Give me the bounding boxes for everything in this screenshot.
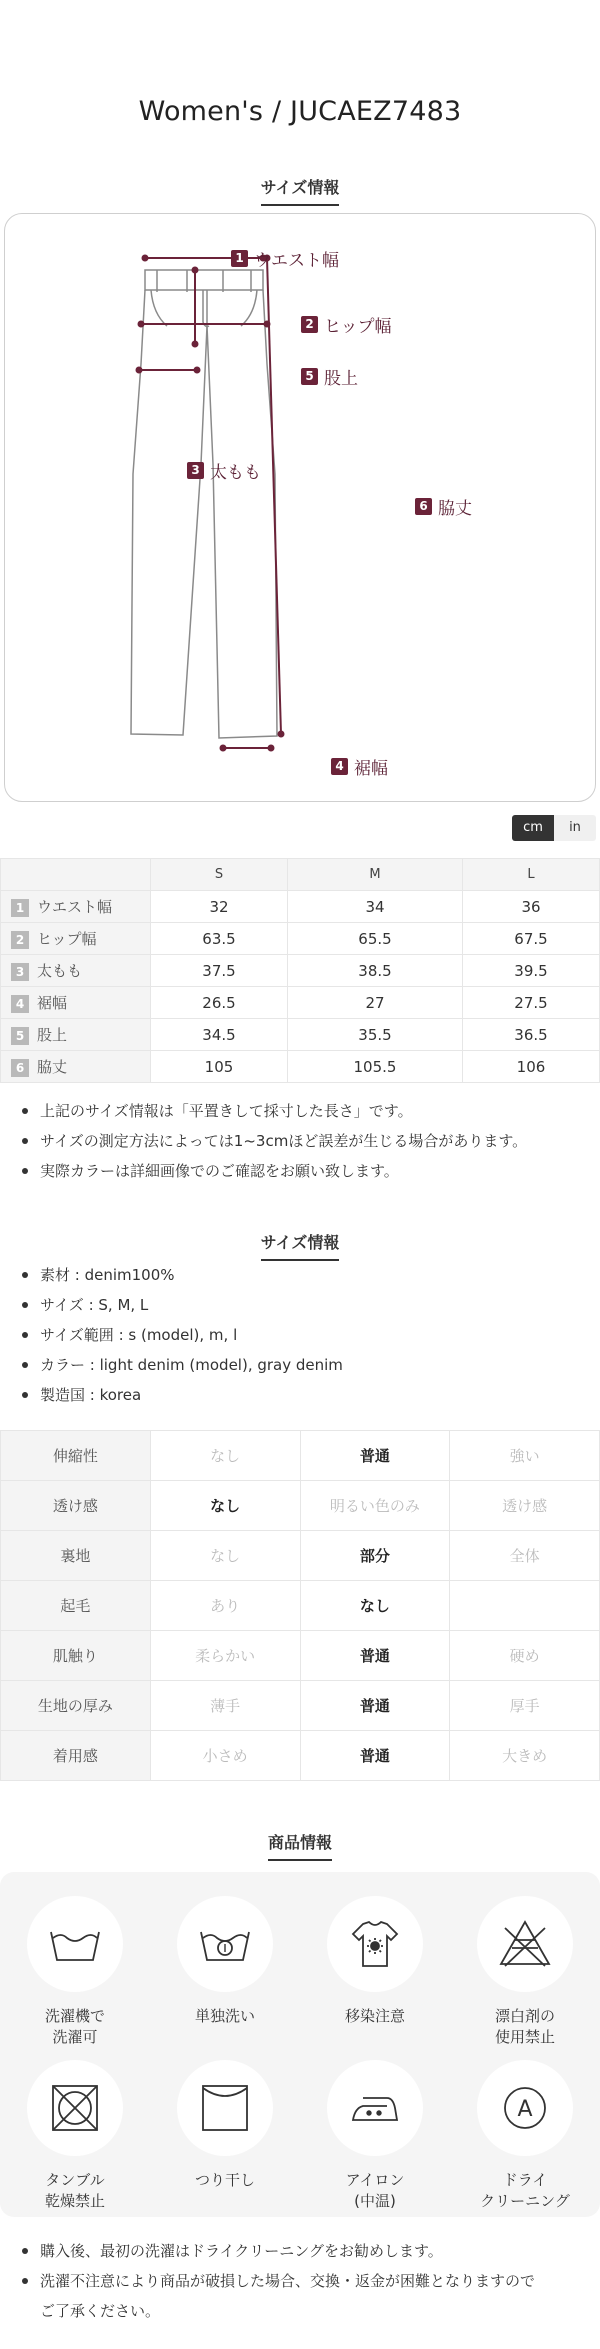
- fabric-option: なし: [150, 1531, 300, 1581]
- care-item-machine-wash: 洗濯機で 洗濯可: [0, 1896, 150, 2048]
- size-cell: 105.5: [287, 1051, 462, 1083]
- no-bleach-icon: [495, 1914, 555, 1974]
- size-cell: 27: [287, 987, 462, 1019]
- pants-outline-illustration: [5, 214, 597, 803]
- size-cell: 106: [462, 1051, 599, 1083]
- size-cell: 63.5: [151, 923, 288, 955]
- list-item: 製造国 : korea: [22, 1380, 343, 1410]
- size-col-header: S: [151, 859, 288, 891]
- list-item: 素材 : denim100%: [22, 1260, 343, 1290]
- care-item-iron-medium: アイロン (中温): [300, 2060, 450, 2212]
- size-table: [0, 858, 600, 1083]
- no-tumble-dry-icon: [45, 2078, 105, 2138]
- size-cell: 65.5: [287, 923, 462, 955]
- measure-label-rise: 5 股上: [301, 364, 358, 389]
- dry-clean-letter: A: [517, 2097, 533, 2122]
- fabric-option: 硬め: [450, 1631, 600, 1681]
- fabric-property-label: 透け感: [1, 1481, 151, 1531]
- fabric-property-label: 着用感: [1, 1731, 151, 1781]
- fabric-property-label: 起毛: [1, 1581, 151, 1631]
- table-row: [1, 1531, 600, 1581]
- care-item-line-dry: つり干し: [150, 2060, 300, 2191]
- color-transfer-icon: [345, 1914, 405, 1974]
- fabric-option: 普通: [300, 1681, 450, 1731]
- size-cell: 105: [151, 1051, 288, 1083]
- fabric-option: 透け感: [450, 1481, 600, 1531]
- measure-label-hip: 2 ヒップ幅: [301, 312, 392, 337]
- size-cell: 34: [287, 891, 462, 923]
- size-cell: 39.5: [462, 955, 599, 987]
- fabric-option: [450, 1581, 600, 1631]
- fabric-option: 明るい色のみ: [300, 1481, 450, 1531]
- table-row: [1, 1481, 600, 1531]
- table-row: [1, 1681, 600, 1731]
- table-row: [1, 891, 600, 923]
- size-info-heading: サイズ情報: [0, 175, 600, 206]
- measure-label-thigh: 3 太もも: [187, 458, 261, 483]
- measure-label-hem: 4 裾幅: [331, 754, 388, 779]
- row-label: 1 ウエスト幅: [1, 891, 151, 923]
- care-item-no-tumble-dry: タンブル 乾燥禁止: [0, 2060, 150, 2212]
- list-item: 購入後、最初の洗濯はドライクリーニングをお勧めします。: [22, 2236, 535, 2266]
- list-item: サイズ範囲 : s (model), m, l: [22, 1320, 343, 1350]
- size-cell: 67.5: [462, 923, 599, 955]
- size-cell: 34.5: [151, 1019, 288, 1051]
- fabric-option: 薄手: [150, 1681, 300, 1731]
- size-table-header: [1, 859, 600, 891]
- fabric-option: あり: [150, 1581, 300, 1631]
- row-label: 4 裾幅: [1, 987, 151, 1019]
- fabric-option: 部分: [300, 1531, 450, 1581]
- fabric-option: 普通: [300, 1431, 450, 1481]
- table-row: [1, 1431, 600, 1481]
- product-title: Women's / JUCAEZ7483: [138, 96, 462, 127]
- table-row: [1, 923, 600, 955]
- fabric-property-label: 生地の厚み: [1, 1681, 151, 1731]
- iron-medium-icon: [345, 2078, 405, 2138]
- table-row: [1, 1019, 600, 1051]
- size-cell: 27.5: [462, 987, 599, 1019]
- fabric-option: なし: [150, 1431, 300, 1481]
- care-item-wash-separately: 単独洗い: [150, 1896, 300, 2027]
- fabric-table: [0, 1430, 600, 1781]
- size-cell: 35.5: [287, 1019, 462, 1051]
- care-item-dry-clean: A ドライ クリーニング: [450, 2060, 600, 2212]
- unit-toggle: [512, 815, 596, 841]
- size-cell: 38.5: [287, 955, 462, 987]
- unit-cm-button[interactable]: cm: [512, 815, 554, 841]
- fabric-property-label: 肌触り: [1, 1631, 151, 1681]
- wash-separately-icon: [195, 1914, 255, 1974]
- row-label: 3 太もも: [1, 955, 151, 987]
- table-row: [1, 1051, 600, 1083]
- row-label: 6 脇丈: [1, 1051, 151, 1083]
- table-row: [1, 987, 600, 1019]
- fabric-option: 厚手: [450, 1681, 600, 1731]
- unit-in-button[interactable]: in: [554, 815, 596, 841]
- size-cell: 32: [151, 891, 288, 923]
- size-cell: 36: [462, 891, 599, 923]
- table-row: [1, 1631, 600, 1681]
- product-info-heading: 商品情報: [0, 1830, 600, 1861]
- list-item: サイズの測定方法によっては1~3cmほど誤差が生じる場合があります。: [22, 1126, 527, 1156]
- table-row: [1, 955, 600, 987]
- row-label: 5 股上: [1, 1019, 151, 1051]
- care-instructions: [0, 1872, 600, 2217]
- fabric-option: 小さめ: [150, 1731, 300, 1781]
- list-item: 洗濯不注意により商品が破損した場合、交換・返金が困難となりますので ご了承ください。: [22, 2266, 535, 2326]
- care-item-no-bleach: 漂白剤の 使用禁止: [450, 1896, 600, 2048]
- measure-label-outseam: 6 脇丈: [415, 494, 472, 519]
- fabric-property-label: 裏地: [1, 1531, 151, 1581]
- size-cell: 36.5: [462, 1019, 599, 1051]
- fabric-option: なし: [300, 1581, 450, 1631]
- list-item: サイズ : S, M, L: [22, 1290, 343, 1320]
- care-item-color-transfer: 移染注意: [300, 1896, 450, 2027]
- list-item: 上記のサイズ情報は「平置きして採寸した長さ」です。: [22, 1096, 527, 1126]
- size-col-header: L: [462, 859, 599, 891]
- fabric-option: 柔らかい: [150, 1631, 300, 1681]
- list-item: 実際カラーは詳細画像でのご確認をお願い致します。: [22, 1156, 527, 1186]
- size-cell: 26.5: [151, 987, 288, 1019]
- specs-list: [22, 1260, 343, 1410]
- size-cell: 37.5: [151, 955, 288, 987]
- size-diagram: [4, 213, 596, 802]
- size-notes-list: [22, 1096, 527, 1186]
- list-item: カラー : light denim (model), gray denim: [22, 1350, 343, 1380]
- fabric-option: 全体: [450, 1531, 600, 1581]
- line-dry-icon: [195, 2078, 255, 2138]
- table-row: [1, 1731, 600, 1781]
- measure-label-waist: 1 ウエスト幅: [231, 246, 339, 271]
- fabric-property-label: 伸縮性: [1, 1431, 151, 1481]
- machine-wash-icon: [45, 1914, 105, 1974]
- care-notes-list: [22, 2236, 535, 2326]
- table-row: [1, 1581, 600, 1631]
- fabric-option: なし: [150, 1481, 300, 1531]
- fabric-option: 強い: [450, 1431, 600, 1481]
- dry-clean-icon: [495, 2078, 555, 2138]
- size-col-header: M: [287, 859, 462, 891]
- row-label: 2 ヒップ幅: [1, 923, 151, 955]
- fabric-option: 普通: [300, 1631, 450, 1681]
- fabric-option: 大きめ: [450, 1731, 600, 1781]
- size-table-corner: [1, 859, 151, 891]
- fabric-option: 普通: [300, 1731, 450, 1781]
- size-info-heading-2: サイズ情報: [0, 1230, 600, 1261]
